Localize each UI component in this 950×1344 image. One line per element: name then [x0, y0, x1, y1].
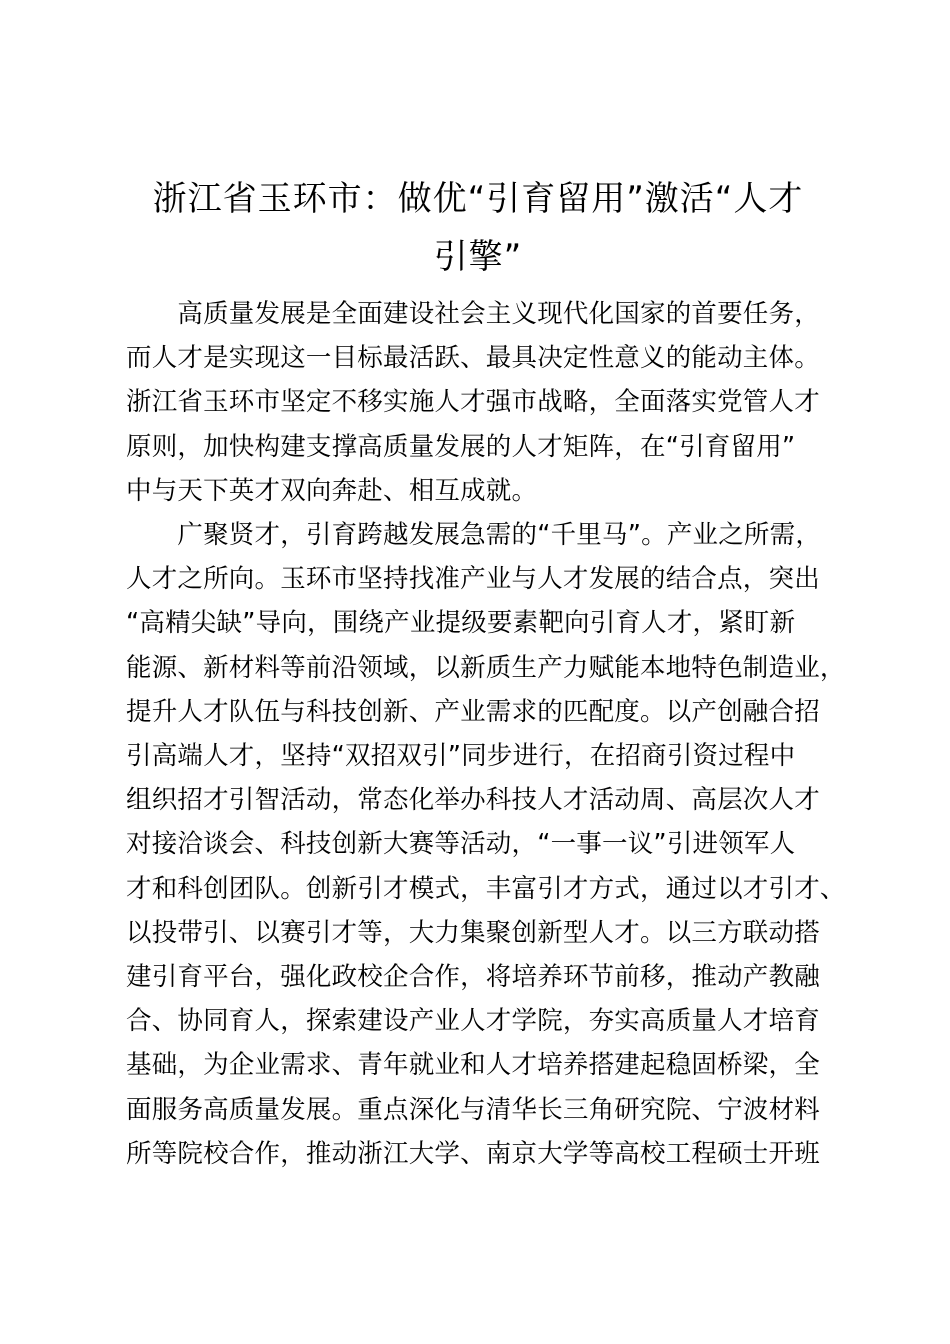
- text-line: 以投带引、以赛引才等，大力集聚创新型人才。以三方联动搭: [126, 917, 820, 948]
- text-line: 基础，为企业需求、青年就业和人才培养搭建起稳固桥梁，全: [126, 1050, 820, 1081]
- text-line: “高精尖缺”导向，围绕产业提级要素靶向引育人才，紧盯新: [126, 608, 796, 639]
- document-body: [126, 292, 846, 1176]
- text-line: 引高端人才，坚持“双招双引”同步进行，在招商引资过程中: [126, 741, 796, 772]
- title-line: 浙江省玉环市：做优“引育留用”激活“人才: [152, 179, 804, 219]
- text-line: 建引育平台，强化政校企合作，将培养环节前移，推动产教融: [126, 962, 820, 993]
- text-line: 人才之所向。玉环市坚持找准产业与人才发展的结合点，突出: [126, 564, 820, 595]
- paragraph-intro: [126, 292, 838, 513]
- paragraph-talent-recruitment: [126, 513, 846, 1176]
- text-line: 才和科创团队。创新引才模式，丰富引才方式，通过以才引才、: [126, 873, 846, 904]
- text-line: 而人才是实现这一目标最活跃、最具决定性意义的能动主体。: [126, 343, 820, 374]
- text-line: 提升人才队伍与科技创新、产业需求的匹配度。以产创融合招: [126, 696, 820, 727]
- text-line: 广聚贤才，引育跨越发展急需的“千里马”。产业之所需，: [126, 520, 822, 551]
- text-line: 合、协同育人，探索建设产业人才学院，夯实高质量人才培育: [126, 1006, 820, 1037]
- text-line: 中与天下英才双向奔赴、相互成就。: [126, 475, 538, 506]
- text-line: 面服务高质量发展。重点深化与清华长三角研究院、宁波材料: [126, 1094, 820, 1125]
- text-line: 浙江省玉环市坚定不移实施人才强市战略，全面落实党管人才: [126, 387, 820, 418]
- text-line: 对接洽谈会、科技创新大赛等活动，“一事一议”引进领军人: [126, 829, 796, 860]
- text-line: 能源、新材料等前沿领域，以新质生产力赋能本地特色制造业，: [126, 652, 846, 683]
- text-line: 组织招才引智活动，常态化举办科技人才活动周、高层次人才: [126, 785, 820, 816]
- title-line: 引擎”: [433, 237, 523, 277]
- text-line: 高质量发展是全面建设社会主义现代化国家的首要任务，: [126, 299, 820, 329]
- document-title: [118, 170, 838, 286]
- text-line: 原则，加快构建支撑高质量发展的人才矩阵，在“引育留用”: [126, 431, 796, 462]
- text-line: 所等院校合作，推动浙江大学、南京大学等高校工程硕士开班: [126, 1138, 820, 1169]
